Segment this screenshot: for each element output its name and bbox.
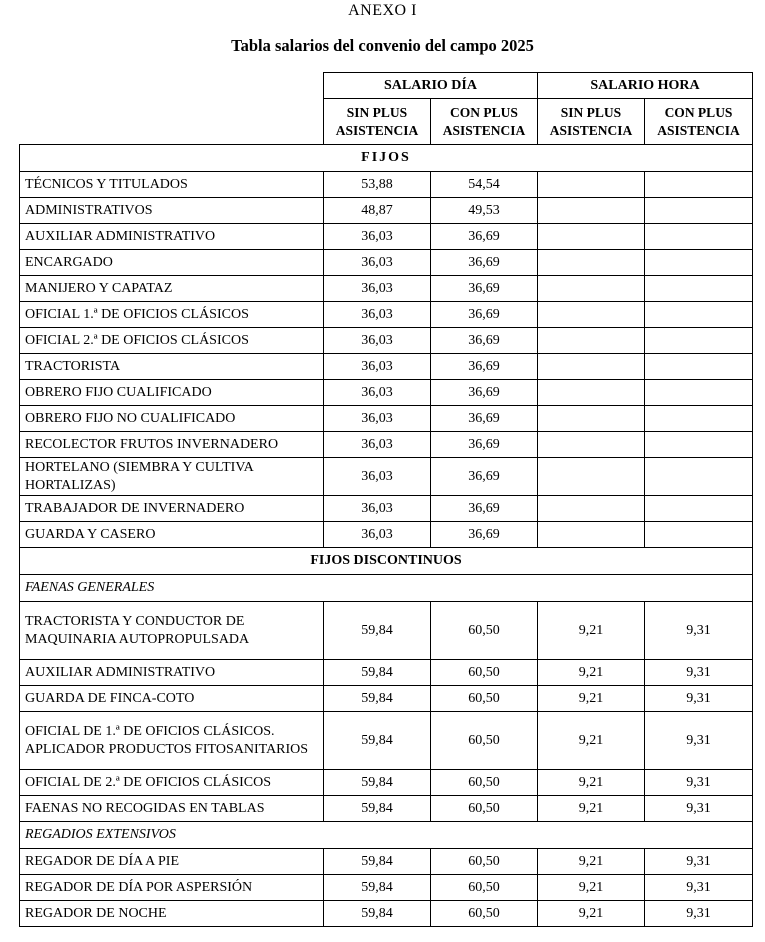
cell-hora-con-plus: 9,31 <box>645 686 753 712</box>
cell-hora-sin-plus: 9,21 <box>538 770 645 796</box>
table-row <box>20 686 753 712</box>
table-row <box>20 172 753 198</box>
cell-hora-con-plus <box>645 496 753 522</box>
table-row <box>20 276 753 302</box>
cell-hora-con-plus: 9,31 <box>645 770 753 796</box>
cell-dia-sin-plus: 36,03 <box>324 354 431 380</box>
annex-heading: ANEXO I <box>348 2 417 19</box>
cell-hora-sin-plus: 9,21 <box>538 602 645 660</box>
row-label: REGADOR DE NOCHE <box>20 901 324 927</box>
table-row <box>20 602 753 660</box>
section-fijos: FIJOS <box>20 145 753 172</box>
cell-dia-sin-plus: 36,03 <box>324 302 431 328</box>
table-row <box>20 770 753 796</box>
row-label: TRACTORISTA Y CONDUCTOR DE MAQUINARIA AUTOPROPULSADA <box>20 602 324 660</box>
table-row <box>20 660 753 686</box>
cell-hora-sin-plus <box>538 328 645 354</box>
cell-dia-con-plus: 60,50 <box>431 796 538 822</box>
row-label: TÉCNICOS Y TITULADOS <box>20 172 324 198</box>
cell-hora-sin-plus: 9,21 <box>538 660 645 686</box>
cell-hora-con-plus <box>645 172 753 198</box>
row-label: OFICIAL DE 1.ª DE OFICIOS CLÁSICOS. APLICADOR PRODUCTOS FITOSANITARIOS <box>20 712 324 770</box>
cell-dia-sin-plus: 59,84 <box>324 686 431 712</box>
cell-hora-sin-plus <box>538 406 645 432</box>
cell-dia-con-plus: 36,69 <box>431 458 538 496</box>
cell-dia-sin-plus: 59,84 <box>324 901 431 927</box>
table-row <box>20 354 753 380</box>
table-row <box>20 224 753 250</box>
cell-dia-con-plus: 36,69 <box>431 328 538 354</box>
cell-hora-sin-plus: 9,21 <box>538 849 645 875</box>
cell-hora-sin-plus <box>538 276 645 302</box>
cell-hora-con-plus <box>645 302 753 328</box>
cell-hora-con-plus <box>645 458 753 496</box>
cell-hora-sin-plus: 9,21 <box>538 901 645 927</box>
cell-dia-con-plus: 60,50 <box>431 901 538 927</box>
cell-dia-sin-plus: 53,88 <box>324 172 431 198</box>
table-row <box>20 796 753 822</box>
cell-dia-con-plus: 60,50 <box>431 686 538 712</box>
header-row-groups <box>20 73 753 99</box>
cell-hora-con-plus <box>645 224 753 250</box>
cell-dia-sin-plus: 36,03 <box>324 250 431 276</box>
cell-dia-con-plus: 36,69 <box>431 406 538 432</box>
cell-dia-sin-plus: 36,03 <box>324 458 431 496</box>
cell-hora-con-plus <box>645 198 753 224</box>
header-salario-dia: SALARIO DÍA <box>324 73 538 99</box>
cell-hora-sin-plus <box>538 172 645 198</box>
row-label: REGADOR DE DÍA A PIE <box>20 849 324 875</box>
cell-dia-con-plus: 60,50 <box>431 602 538 660</box>
row-label: RECOLECTOR FRUTOS INVERNADERO <box>20 432 324 458</box>
cell-dia-con-plus: 60,50 <box>431 849 538 875</box>
cell-hora-con-plus <box>645 522 753 548</box>
cell-dia-sin-plus: 36,03 <box>324 380 431 406</box>
cell-dia-con-plus: 36,69 <box>431 302 538 328</box>
row-label: OFICIAL DE 2.ª DE OFICIOS CLÁSICOS <box>20 770 324 796</box>
cell-dia-con-plus: 60,50 <box>431 770 538 796</box>
cell-dia-con-plus: 36,69 <box>431 522 538 548</box>
row-label: TRABAJADOR DE INVERNADERO <box>20 496 324 522</box>
cell-hora-sin-plus: 9,21 <box>538 712 645 770</box>
table-row <box>20 380 753 406</box>
row-label: ADMINISTRATIVOS <box>20 198 324 224</box>
cell-hora-sin-plus: 9,21 <box>538 686 645 712</box>
row-label: OBRERO FIJO CUALIFICADO <box>20 380 324 406</box>
table-row <box>20 712 753 770</box>
cell-dia-con-plus: 36,69 <box>431 354 538 380</box>
cell-hora-con-plus <box>645 354 753 380</box>
row-label: AUXILIAR ADMINISTRATIVO <box>20 224 324 250</box>
section-fijos-discontinuos-row <box>20 548 753 575</box>
header-blank-corner <box>20 73 324 145</box>
cell-hora-con-plus: 9,31 <box>645 849 753 875</box>
row-label: REGADOR DE DÍA POR ASPERSIÓN <box>20 875 324 901</box>
row-label: FAENAS NO RECOGIDAS EN TABLAS <box>20 796 324 822</box>
cell-hora-sin-plus: 9,21 <box>538 796 645 822</box>
cell-dia-sin-plus: 59,84 <box>324 660 431 686</box>
cell-hora-sin-plus <box>538 496 645 522</box>
cell-hora-sin-plus <box>538 458 645 496</box>
cell-hora-con-plus: 9,31 <box>645 901 753 927</box>
cell-hora-sin-plus <box>538 250 645 276</box>
cell-hora-con-plus <box>645 276 753 302</box>
subsection-faenas-generales: FAENAS GENERALES <box>20 575 753 602</box>
cell-hora-con-plus: 9,31 <box>645 796 753 822</box>
row-label: TRACTORISTA <box>20 354 324 380</box>
cell-dia-sin-plus: 36,03 <box>324 406 431 432</box>
cell-hora-sin-plus <box>538 302 645 328</box>
cell-dia-sin-plus: 36,03 <box>324 276 431 302</box>
table-row <box>20 875 753 901</box>
cell-hora-sin-plus <box>538 198 645 224</box>
cell-hora-sin-plus <box>538 354 645 380</box>
cell-dia-con-plus: 36,69 <box>431 432 538 458</box>
table-row <box>20 901 753 927</box>
subsection-faenas-generales-row <box>20 575 753 602</box>
header-dia-sin-plus: SIN PLUS ASISTENCIA <box>324 99 431 145</box>
table-row <box>20 458 753 496</box>
cell-hora-con-plus: 9,31 <box>645 712 753 770</box>
table-row <box>20 522 753 548</box>
table-row <box>20 432 753 458</box>
cell-hora-sin-plus <box>538 432 645 458</box>
cell-dia-con-plus: 60,50 <box>431 875 538 901</box>
table-row <box>20 328 753 354</box>
section-row-fijos <box>20 145 753 172</box>
row-label: OFICIAL 2.ª DE OFICIOS CLÁSICOS <box>20 328 324 354</box>
cell-dia-con-plus: 60,50 <box>431 660 538 686</box>
cell-dia-sin-plus: 36,03 <box>324 432 431 458</box>
cell-dia-sin-plus: 36,03 <box>324 224 431 250</box>
cell-dia-sin-plus: 59,84 <box>324 602 431 660</box>
row-label: ENCARGADO <box>20 250 324 276</box>
row-label: MANIJERO Y CAPATAZ <box>20 276 324 302</box>
cell-dia-con-plus: 54,54 <box>431 172 538 198</box>
row-label: AUXILIAR ADMINISTRATIVO <box>20 660 324 686</box>
cell-dia-con-plus: 36,69 <box>431 250 538 276</box>
row-label: OBRERO FIJO NO CUALIFICADO <box>20 406 324 432</box>
cell-dia-con-plus: 36,69 <box>431 496 538 522</box>
cell-dia-con-plus: 36,69 <box>431 276 538 302</box>
subsection-regadios-extensivos: REGADIOS EXTENSIVOS <box>20 822 753 849</box>
subsection-regadios-extensivos-row <box>20 822 753 849</box>
row-label: HORTELANO (SIEMBRA Y CULTIVA HORTALIZAS) <box>20 458 324 496</box>
table-row <box>20 198 753 224</box>
cell-hora-con-plus: 9,31 <box>645 660 753 686</box>
table-row <box>20 496 753 522</box>
cell-hora-con-plus: 9,31 <box>645 875 753 901</box>
cell-dia-sin-plus: 59,84 <box>324 770 431 796</box>
row-label: GUARDA DE FINCA-COTO <box>20 686 324 712</box>
row-label: GUARDA Y CASERO <box>20 522 324 548</box>
table-row <box>20 406 753 432</box>
header-salario-hora: SALARIO HORA <box>538 73 753 99</box>
table-row <box>20 250 753 276</box>
cell-hora-sin-plus: 9,21 <box>538 875 645 901</box>
cell-hora-sin-plus <box>538 380 645 406</box>
cell-hora-con-plus <box>645 380 753 406</box>
cell-hora-sin-plus <box>538 522 645 548</box>
cell-hora-con-plus <box>645 250 753 276</box>
cell-dia-sin-plus: 48,87 <box>324 198 431 224</box>
cell-dia-sin-plus: 36,03 <box>324 522 431 548</box>
cell-dia-con-plus: 36,69 <box>431 380 538 406</box>
cell-dia-sin-plus: 59,84 <box>324 849 431 875</box>
cell-hora-con-plus: 9,31 <box>645 602 753 660</box>
cell-dia-con-plus: 60,50 <box>431 712 538 770</box>
cell-dia-sin-plus: 59,84 <box>324 875 431 901</box>
cell-dia-con-plus: 49,53 <box>431 198 538 224</box>
table-row <box>20 302 753 328</box>
cell-hora-con-plus <box>645 406 753 432</box>
cell-dia-sin-plus: 59,84 <box>324 796 431 822</box>
header-dia-con-plus: CON PLUS ASISTENCIA <box>431 99 538 145</box>
document-title: Tabla salarios del convenio del campo 2025 <box>231 36 534 55</box>
cell-dia-sin-plus: 36,03 <box>324 496 431 522</box>
section-fijos-discontinuos: FIJOS DISCONTINUOS <box>20 548 753 575</box>
cell-dia-sin-plus: 36,03 <box>324 328 431 354</box>
header-hora-sin-plus: SIN PLUS ASISTENCIA <box>538 99 645 145</box>
cell-dia-sin-plus: 59,84 <box>324 712 431 770</box>
cell-dia-con-plus: 36,69 <box>431 224 538 250</box>
cell-hora-con-plus <box>645 328 753 354</box>
salary-table <box>19 72 753 927</box>
row-label: OFICIAL 1.ª DE OFICIOS CLÁSICOS <box>20 302 324 328</box>
header-hora-con-plus: CON PLUS ASISTENCIA <box>645 99 753 145</box>
table-row <box>20 849 753 875</box>
cell-hora-sin-plus <box>538 224 645 250</box>
cell-hora-con-plus <box>645 432 753 458</box>
